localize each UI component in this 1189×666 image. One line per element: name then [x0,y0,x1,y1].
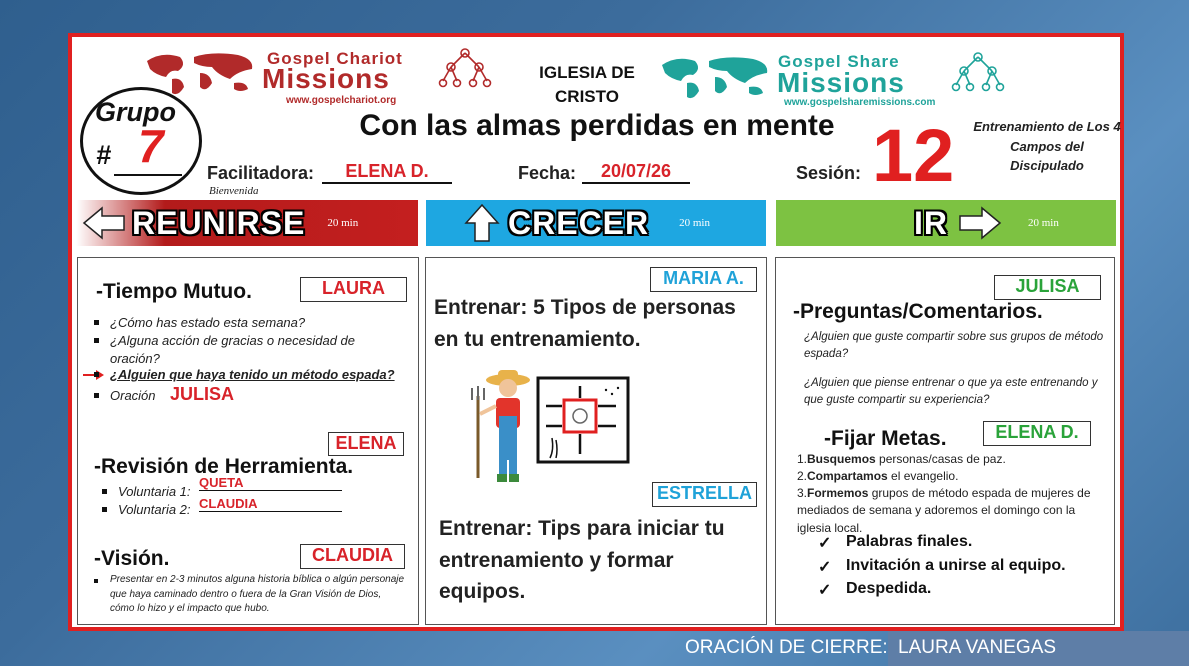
banner-reunirse [76,200,418,246]
banner-crecer [426,200,766,246]
arrow-left-icon [82,206,126,240]
training-text-2: Entrenar: Tips para iniciar tu entrenamiento y formar equipos. [439,517,725,603]
question-1: ¿Alguien que guste compartir sobre sus grupos de método espada? [804,331,1104,361]
vision-text: Presentar en 2-3 minutos alguna historia bíblica o algún personaje que haya caminado dentro o fuera de la Gran Visión de Dios, cómo lo hizo y el impacto que hubo. [110,574,405,614]
network-icon [950,51,1006,95]
trainer-2: ESTRELLA [652,482,757,507]
banner-crecer-label: CRECER [508,204,650,241]
banner-ir-minutes: 20 min [1028,217,1059,229]
banner-ir [776,200,1116,246]
checklist-item: Invitación a unirse al equipo. [846,557,1066,574]
gospel-share-line2: Missions [777,67,905,98]
farmer-illustration [470,366,534,484]
bienvenida-note: Bienvenida [209,185,259,197]
check-icon: ✓ [818,559,832,576]
check-icon: ✓ [818,535,832,552]
metas-title: -Fijar Metas. [824,427,947,450]
closing-prayer-value: LAURA VANEGAS [898,637,1057,658]
checklist-item: Palabras finales. [846,533,973,550]
training-note: Entrenamiento de Los 4 Campos del Discipulado [973,119,1121,173]
vol1-value: QUETA [199,475,342,491]
column-reunirse [77,257,419,625]
sesion-label: Sesión: [796,163,862,183]
vision-title: -Visión. [94,547,170,570]
goal-3: 3.Formemos grupos de método espada de mujeres de mediados de semana y adoremos el domingo con la iglesia local. [797,486,1091,535]
chalkboard-illustration [536,376,630,464]
oracion-label: Oración [110,388,156,403]
grupo-underline [114,174,182,176]
gospel-share-line1: Gospel Share [778,52,900,71]
page-title: Con las almas perdidas en mente [359,109,835,142]
network-icon [437,47,493,91]
goal-1: 1.Busquemos personas/casas de paz. [797,452,1006,466]
tiempo-person: LAURA [300,277,407,302]
facilitadora-value: ELENA D. [322,161,452,184]
vol2-label: Voluntaria 2: [118,502,191,517]
vision-person: CLAUDIA [300,544,405,569]
sesion-number: 12 [872,114,955,197]
arrow-up-icon [464,203,500,243]
list-item: ¿Alguien que haya tenido un método espada? [110,366,410,384]
closing-prayer-label: ORACIÓN DE CIERRE: [685,637,888,658]
church-name: IGLESIA DE CRISTO [539,63,635,106]
trainer-1: MARIA A. [650,267,757,292]
metas-person: ELENA D. [983,421,1091,446]
banner-ir-label: IR [914,204,948,241]
grupo-number: 7 [138,120,164,172]
checklist-item: Despedida. [846,580,932,597]
grupo-hash: # [96,140,112,170]
revision-title: -Revisión de Herramienta. [94,455,354,478]
column-ir [775,257,1115,625]
column-crecer [425,257,767,625]
revision-person: ELENA [328,432,404,456]
oracion-person: JULISA [170,384,235,404]
check-icon: ✓ [818,582,832,599]
goal-2: 2.Compartamos el evangelio. [797,469,959,483]
lesson-sheet [68,33,1124,631]
gospel-chariot-line2: Missions [262,63,390,94]
ir-person-1: JULISA [994,275,1101,300]
list-item: ¿Alguna acción de gracias o necesidad de oración? [110,332,400,367]
gospel-chariot-url: www.gospelchariot.org [286,95,397,106]
banner-reunirse-minutes: 20 min [327,217,359,229]
world-map-icon [657,53,777,103]
question-2: ¿Alguien que piense entrenar o que ya este entrenando y que guste compartir su experiencia? [804,377,1098,407]
fecha-value: 20/07/26 [582,161,690,184]
vol1-label: Voluntaria 1: [118,484,191,499]
fecha-label: Fecha: [518,163,577,183]
vol2-value: CLAUDIA [199,496,342,512]
gospel-chariot-line1: Gospel Chariot [267,49,403,68]
grupo-label: Grupo [95,97,176,127]
banner-reunirse-label: REUNIRSE [132,204,306,241]
training-text-1: Entrenar: 5 Tipos de personas en tu entrenamiento. [434,296,736,351]
preguntas-title: -Preguntas/Comentarios. [793,300,1043,323]
banner-crecer-minutes: 20 min [679,217,710,229]
gospel-share-url: www.gospelsharemissions.com [784,97,936,108]
facilitadora-label: Facilitadora: [207,163,315,183]
tiempo-mutuo-title: -Tiempo Mutuo. [96,280,252,303]
list-item: ¿Cómo has estado esta semana? [110,314,410,332]
bullet-mark [94,579,98,583]
arrow-right-icon [958,206,1002,240]
